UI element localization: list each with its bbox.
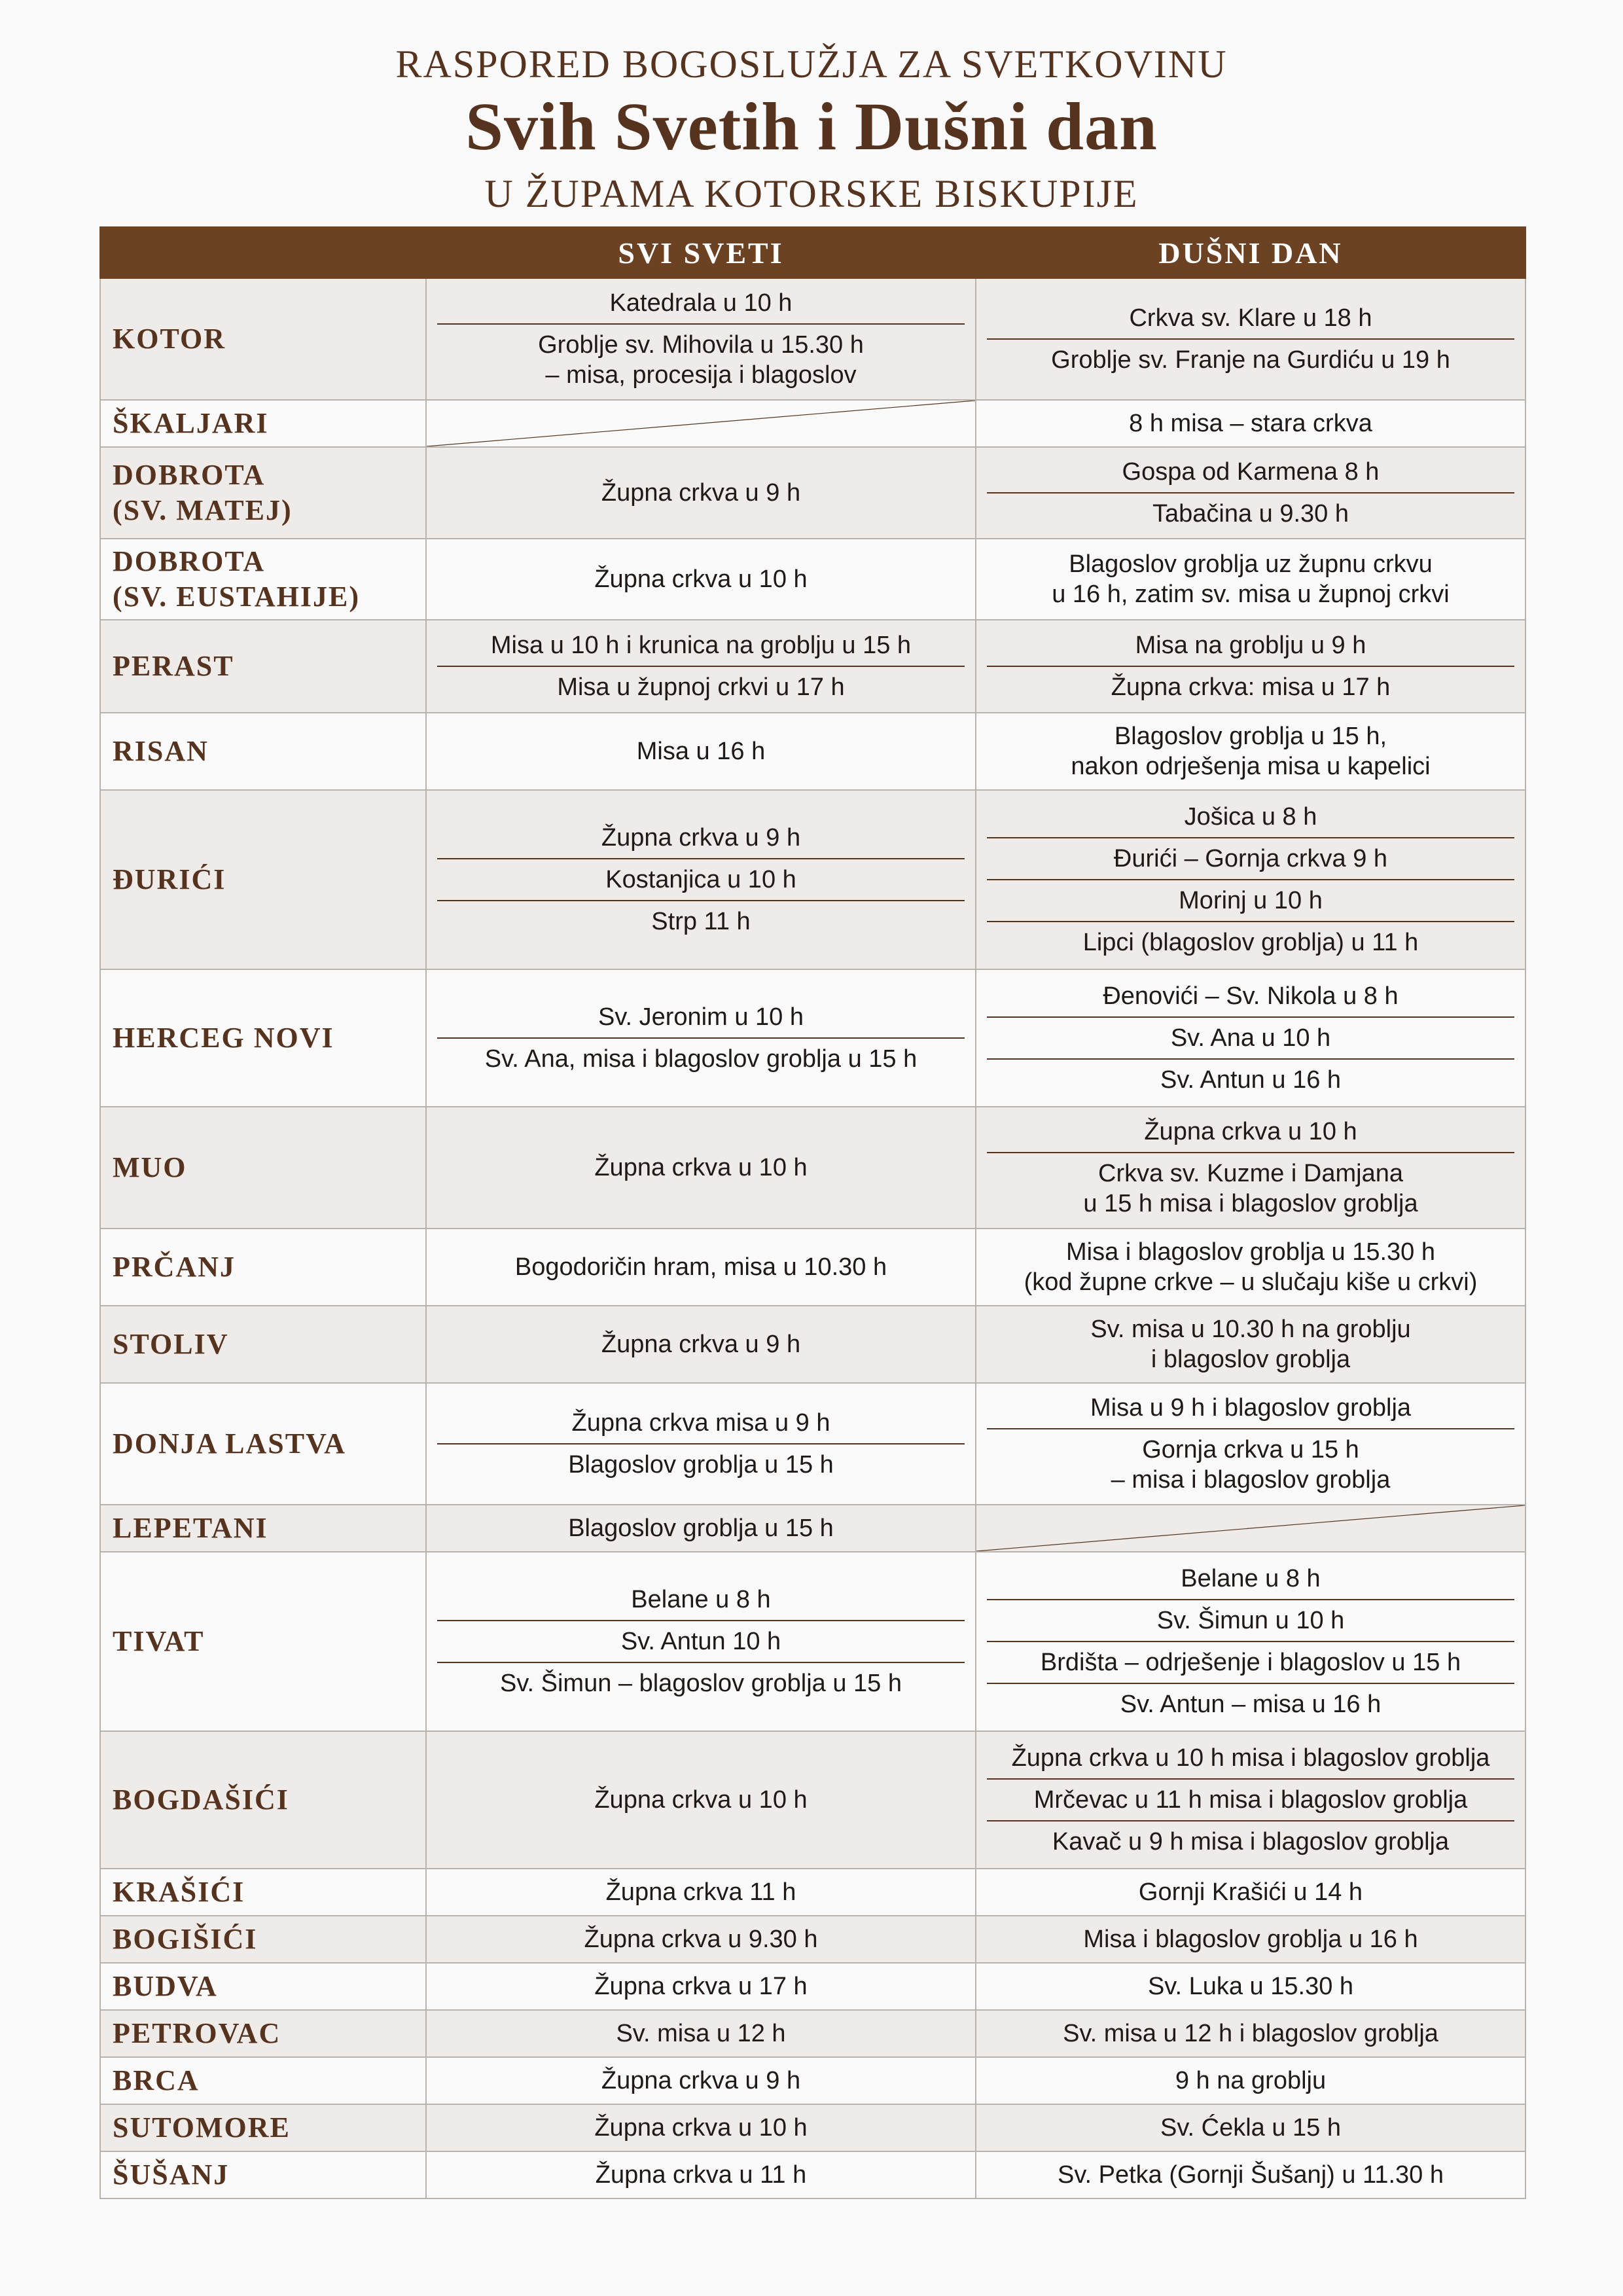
service-entry: Đenovići – Sv. Nikola u 8 h (1103, 982, 1399, 1010)
title-line-1: RASPORED BOGOSLUŽJA ZA SVETKOVINU (395, 43, 1228, 86)
service-entry: Misa u 10 h i krunica na groblju u 15 h (490, 632, 912, 659)
header-svi-sveti: SVI SVETI (426, 227, 976, 278)
svi-sveti-cell (426, 1383, 976, 1505)
service-entry: Sv. Jeronim u 10 h (597, 1003, 804, 1031)
svi-sveti-cell (426, 400, 976, 447)
table-row (100, 1306, 1525, 1383)
parish-name: LEPETANI (100, 1505, 426, 1552)
dusni-dan-cell (976, 1552, 1525, 1731)
service-entry: Sv. Luka u 15.30 h (1147, 1973, 1354, 2000)
dusni-dan-cell (976, 1383, 1525, 1505)
svi-sveti-cell (426, 1505, 976, 1552)
service-entry: Gornji Krašići u 14 h (1138, 1878, 1363, 1906)
service-entry: Jošica u 8 h (1184, 803, 1317, 831)
service-entry: Župna crkva u 10 h (1144, 1118, 1357, 1145)
service-entry: Župna crkva 11 h (605, 1878, 796, 1906)
svi-sveti-cell (426, 1229, 976, 1306)
svi-sveti-cell (426, 1731, 976, 1869)
parish-name: BRCA (100, 2057, 426, 2104)
svi-sveti-cell (426, 1869, 976, 1916)
schedule-table (99, 226, 1526, 2199)
table-row (100, 620, 1525, 713)
dusni-dan-cell (976, 1107, 1525, 1229)
parish-name: DOBROTA (SV. EUSTAHIJE) (100, 539, 426, 620)
table-row (100, 2057, 1525, 2104)
service-entry: Gospa od Karmena 8 h (1122, 458, 1380, 486)
svi-sveti-cell (426, 1107, 976, 1229)
parish-name: ŠKALJARI (100, 400, 426, 447)
service-entry: Sv. misa u 10.30 h na groblju i blagoslov groblja (1090, 1316, 1411, 1373)
svi-sveti-cell (426, 1963, 976, 2010)
service-entry: Brdišta – odrješenje i blagoslov u 15 h (987, 1641, 1514, 1683)
title-line-2: Svih Svetih i Dušni dan (465, 89, 1158, 164)
service-entry: Župna crkva u 9 h (601, 1331, 801, 1358)
table-row (100, 2104, 1525, 2151)
service-entry: Župna crkva u 10 h (594, 565, 808, 593)
service-entry: Belane u 8 h (631, 1586, 771, 1613)
dusni-dan-cell (976, 1963, 1525, 2010)
service-entry: Misa i blagoslov groblja u 15.30 h (kod župne crkve – u slučaju kiše u crkvi) (1024, 1238, 1478, 1296)
parish-name: PETROVAC (100, 2010, 426, 2057)
no-service-strike (976, 1505, 1525, 1551)
table-row (100, 400, 1525, 447)
service-entry: Sv. Šimun – blagoslov groblja u 15 h (437, 1662, 965, 1704)
service-entry: Župna crkva u 9 h (601, 479, 801, 507)
service-entry: Sv. Ana u 10 h (987, 1016, 1514, 1058)
table-row (100, 713, 1525, 790)
svi-sveti-cell (426, 2057, 976, 2104)
service-entry: Mrčevac u 11 h misa i blagoslov groblja (987, 1778, 1514, 1820)
service-entry: Sv. Antun u 16 h (987, 1058, 1514, 1100)
service-entry: Župna crkva u 10 h misa i blagoslov groblja (1011, 1744, 1490, 1772)
service-entry: Sv. Antun – misa u 16 h (987, 1683, 1514, 1725)
header-dusni-dan: DUŠNI DAN (976, 227, 1525, 278)
table-row (100, 1229, 1525, 1306)
service-entry: Misa u 16 h (636, 738, 766, 765)
svi-sveti-cell (426, 2010, 976, 2057)
svi-sveti-cell (426, 447, 976, 539)
dusni-dan-cell (976, 400, 1525, 447)
service-entry: Blagoslov groblja uz župnu crkvu u 16 h, zatim sv. misa u župnoj crkvi (1052, 550, 1450, 608)
service-entry: Bogodoričin hram, misa u 10.30 h (514, 1253, 887, 1281)
service-entry: Župna crkva u 17 h (594, 1973, 808, 2000)
title-line-3: U ŽUPAMA KOTORSKE BISKUPIJE (484, 172, 1139, 215)
service-entry: Groblje sv. Franje na Gurdiću u 19 h (987, 338, 1514, 380)
table-row (100, 969, 1525, 1107)
parish-name: TIVAT (100, 1552, 426, 1731)
service-entry: Lipci (blagoslov groblja) u 11 h (987, 921, 1514, 963)
service-entry: Gornja crkva u 15 h – misa i blagoslov groblja (987, 1428, 1514, 1500)
service-entry: Blagoslov groblja u 15 h, nakon odrješenja misa u kapelici (1071, 723, 1431, 780)
service-entry: Sv. Petka (Gornji Šušanj) u 11.30 h (1057, 2161, 1444, 2189)
dusni-dan-cell (976, 2057, 1525, 2104)
table-row (100, 2010, 1525, 2057)
parish-name: KRAŠIĆI (100, 1869, 426, 1916)
service-entry: Sv. Šimun u 10 h (987, 1599, 1514, 1641)
service-entry: Đurići – Gornja crkva 9 h (987, 837, 1514, 879)
table-row (100, 447, 1525, 539)
svi-sveti-cell (426, 969, 976, 1107)
dusni-dan-cell (976, 969, 1525, 1107)
table-header-row (100, 227, 1525, 278)
table-row (100, 1916, 1525, 1963)
service-entry: Misa i blagoslov groblja u 16 h (1083, 1926, 1418, 1953)
parish-name: PERAST (100, 620, 426, 713)
heading (0, 39, 1623, 219)
parish-name: DONJA LASTVA (100, 1383, 426, 1505)
dusni-dan-cell (976, 1916, 1525, 1963)
dusni-dan-cell (976, 713, 1525, 790)
table-row (100, 790, 1525, 969)
table-row (100, 539, 1525, 620)
service-entry: Kavač u 9 h misa i blagoslov groblja (987, 1820, 1514, 1862)
parish-name: DOBROTA (SV. MATEJ) (100, 447, 426, 539)
svi-sveti-cell (426, 539, 976, 620)
dusni-dan-cell (976, 790, 1525, 969)
dusni-dan-cell (976, 1505, 1525, 1552)
service-entry: Misa u 9 h i blagoslov groblja (1090, 1394, 1412, 1422)
parish-name: ĐURIĆI (100, 790, 426, 969)
dusni-dan-cell (976, 2010, 1525, 2057)
parish-name: STOLIV (100, 1306, 426, 1383)
service-entry: Groblje sv. Mihovila u 15.30 h – misa, procesija i blagoslov (437, 323, 965, 395)
service-entry: Župna crkva u 10 h (594, 2114, 808, 2142)
service-entry: Blagoslov groblja u 15 h (568, 1515, 834, 1542)
service-entry: Sv. misa u 12 h i blagoslov groblja (1063, 2020, 1438, 2047)
service-entry: Misa na groblju u 9 h (1135, 632, 1366, 659)
table-row (100, 1869, 1525, 1916)
service-entry: Župna crkva u 10 h (594, 1786, 808, 1814)
svi-sveti-cell (426, 2104, 976, 2151)
svi-sveti-cell (426, 713, 976, 790)
svi-sveti-cell (426, 1916, 976, 1963)
dusni-dan-cell (976, 2151, 1525, 2198)
service-entry: Katedrala u 10 h (609, 289, 793, 317)
service-entry: Misa u župnoj crkvi u 17 h (437, 666, 965, 708)
header-parish (100, 227, 426, 278)
dusni-dan-cell (976, 1306, 1525, 1383)
table-row (100, 1383, 1525, 1505)
parish-name: RISAN (100, 713, 426, 790)
service-entry: Župna crkva u 9 h (601, 2067, 801, 2094)
svi-sveti-cell (426, 2151, 976, 2198)
service-entry: Tabačina u 9.30 h (987, 492, 1514, 534)
table-row (100, 1505, 1525, 1552)
service-entry: Župna crkva u 10 h (594, 1154, 808, 1181)
parish-name: SUTOMORE (100, 2104, 426, 2151)
parish-name: BUDVA (100, 1963, 426, 2010)
dusni-dan-cell (976, 1869, 1525, 1916)
service-entry: Sv. Antun 10 h (437, 1620, 965, 1662)
svi-sveti-cell (426, 1306, 976, 1383)
service-entry: 9 h na groblju (1175, 2067, 1327, 2094)
svi-sveti-cell (426, 790, 976, 969)
table-row (100, 2151, 1525, 2198)
service-entry: 8 h misa – stara crkva (1129, 410, 1372, 437)
parish-name: PRČANJ (100, 1229, 426, 1306)
table-row (100, 1731, 1525, 1869)
parish-name: MUO (100, 1107, 426, 1229)
svi-sveti-cell (426, 278, 976, 400)
service-entry: Župna crkva misa u 9 h (571, 1409, 830, 1437)
service-entry: Crkva sv. Kuzme i Damjana u 15 h misa i blagoslov groblja (987, 1152, 1514, 1224)
svi-sveti-cell (426, 1552, 976, 1731)
dusni-dan-cell (976, 620, 1525, 713)
no-service-strike (427, 401, 975, 446)
dusni-dan-cell (976, 1229, 1525, 1306)
parish-name: HERCEG NOVI (100, 969, 426, 1107)
service-entry: Strp 11 h (437, 900, 965, 942)
parish-name: BOGIŠIĆI (100, 1916, 426, 1963)
service-entry: Sv. Ana, misa i blagoslov groblja u 15 h (437, 1037, 965, 1079)
service-entry: Župna crkva: misa u 17 h (987, 666, 1514, 708)
dusni-dan-cell (976, 2104, 1525, 2151)
service-entry: Župna crkva u 11 h (595, 2161, 807, 2189)
service-entry: Župna crkva u 9.30 h (584, 1926, 818, 1953)
table-row (100, 1552, 1525, 1731)
svi-sveti-cell (426, 620, 976, 713)
dusni-dan-cell (976, 539, 1525, 620)
dusni-dan-cell (976, 1731, 1525, 1869)
parish-name: ŠUŠANJ (100, 2151, 426, 2198)
service-entry: Župna crkva u 9 h (601, 824, 801, 852)
table-row (100, 1963, 1525, 2010)
table-row (100, 1107, 1525, 1229)
service-entry: Blagoslov groblja u 15 h (437, 1443, 965, 1485)
parish-name: BOGDAŠIĆI (100, 1731, 426, 1869)
service-entry: Morinj u 10 h (987, 879, 1514, 921)
service-entry: Sv. Ćekla u 15 h (1160, 2114, 1341, 2142)
service-entry: Kostanjica u 10 h (437, 858, 965, 900)
dusni-dan-cell (976, 278, 1525, 400)
table-row (100, 278, 1525, 400)
service-entry: Crkva sv. Klare u 18 h (1129, 304, 1372, 332)
service-entry: Belane u 8 h (1181, 1565, 1321, 1592)
parish-name: KOTOR (100, 278, 426, 400)
dusni-dan-cell (976, 447, 1525, 539)
service-entry: Sv. misa u 12 h (616, 2020, 786, 2047)
